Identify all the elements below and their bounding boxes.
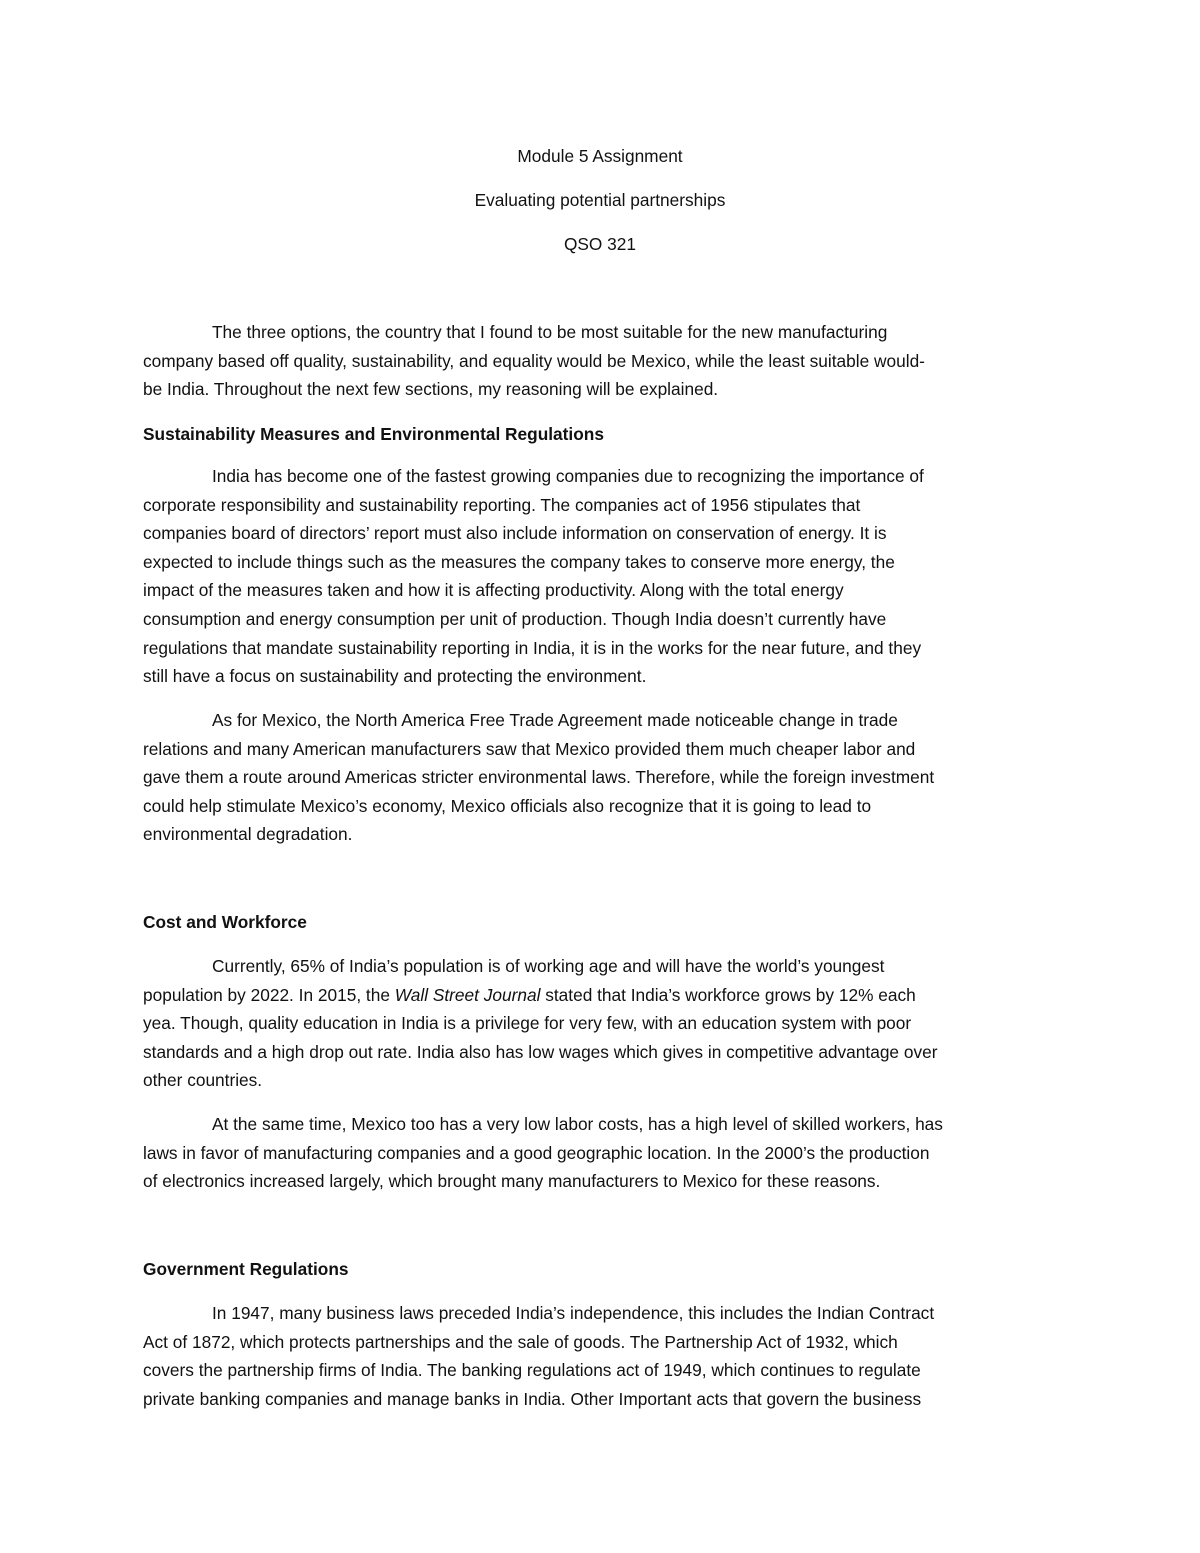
text-line: expected to include things such as the measures the company takes to conserve more energy, the xyxy=(143,551,895,572)
text-line: regulations that mandate sustainability reporting in India, it is in the works for the near future, and they xyxy=(143,637,922,658)
text-line: yea. Though, quality education in India is a privilege for very few, with an education system with poor xyxy=(143,1013,912,1034)
text-line xyxy=(143,981,1058,1010)
sustainability-paragraph-mexico xyxy=(143,706,1058,849)
text-line: consumption and energy consumption per unit of production. Though India doesn’t currently have xyxy=(143,608,887,629)
course-code: QSO 321 xyxy=(563,234,637,254)
text-line: companies board of directors’ report must also include information on conservation of energy. It is xyxy=(143,523,887,544)
text-line: Act of 1872, which protects partnerships and the sale of goods. The Partnership Act of 1932, which xyxy=(143,1331,898,1352)
section-heading-sustainability: Sustainability Measures and Environmental Regulations xyxy=(143,424,604,444)
text-line: impact of the measures taken and how it is affecting productivity. Along with the total energy xyxy=(143,580,844,601)
text-run: stated that India’s workforce grows by 12% each xyxy=(540,984,916,1005)
text-line: relations and many American manufacturers saw that Mexico provided them much cheaper labor and xyxy=(143,738,916,759)
doc-subtitle: Evaluating potential partnerships xyxy=(474,190,726,210)
sustainability-paragraph-india xyxy=(143,462,1058,691)
section-heading-government: Government Regulations xyxy=(143,1259,349,1279)
text-line: environmental degradation. xyxy=(143,824,353,845)
text-line: other countries. xyxy=(143,1070,263,1091)
government-paragraph xyxy=(143,1299,1058,1413)
text-line: laws in favor of manufacturing companies and a good geographic location. In the 2000’s the production xyxy=(143,1142,930,1163)
intro-paragraph xyxy=(143,318,1058,404)
text-line: At the same time, Mexico too has a very low labor costs, has a high level of skilled workers, has xyxy=(212,1114,943,1134)
cost-paragraph-mexico xyxy=(143,1110,1058,1196)
text-line: India has become one of the fastest growing companies due to recognizing the importance of xyxy=(212,466,924,486)
text-line: standards and a high drop out rate. India also has low wages which gives in competitive advantage over xyxy=(143,1041,938,1062)
publication-title: Wall Street Journal xyxy=(394,984,541,1005)
text-line: private banking companies and manage banks in India. Other Important acts that govern the business xyxy=(143,1388,922,1409)
text-line: of electronics increased largely, which brought many manufacturers to Mexico for these reasons. xyxy=(143,1171,881,1192)
text-line: still have a focus on sustainability and protecting the environment. xyxy=(143,666,647,687)
text-line: The three options, the country that I found to be most suitable for the new manufacturing xyxy=(212,322,888,342)
text-line: covers the partnership firms of India. The banking regulations act of 1949, which continues to regulate xyxy=(143,1360,921,1381)
text-line: Currently, 65% of India’s population is of working age and will have the world’s youngest xyxy=(212,956,885,976)
text-line: gave them a route around Americas stricter environmental laws. Therefore, while the foreign investment xyxy=(143,767,935,788)
text-line: In 1947, many business laws preceded India’s independence, this includes the Indian Contract xyxy=(212,1303,935,1323)
text-line: As for Mexico, the North America Free Trade Agreement made noticeable change in trade xyxy=(212,710,898,730)
doc-title: Module 5 Assignment xyxy=(517,146,683,166)
text-run: population by 2022. In 2015, the xyxy=(143,984,395,1005)
section-heading-cost: Cost and Workforce xyxy=(143,912,307,932)
text-line: company based off quality, sustainability, and equality would be Mexico, while the least suitable would- xyxy=(143,350,925,371)
text-line: be India. Throughout the next few sections, my reasoning will be explained. xyxy=(143,379,719,400)
text-line: could help stimulate Mexico’s economy, Mexico officials also recognize that it is going to lead to xyxy=(143,795,872,816)
cost-paragraph-india xyxy=(143,952,1058,1095)
text-line: corporate responsibility and sustainability reporting. The companies act of 1956 stipulates that xyxy=(143,494,861,515)
